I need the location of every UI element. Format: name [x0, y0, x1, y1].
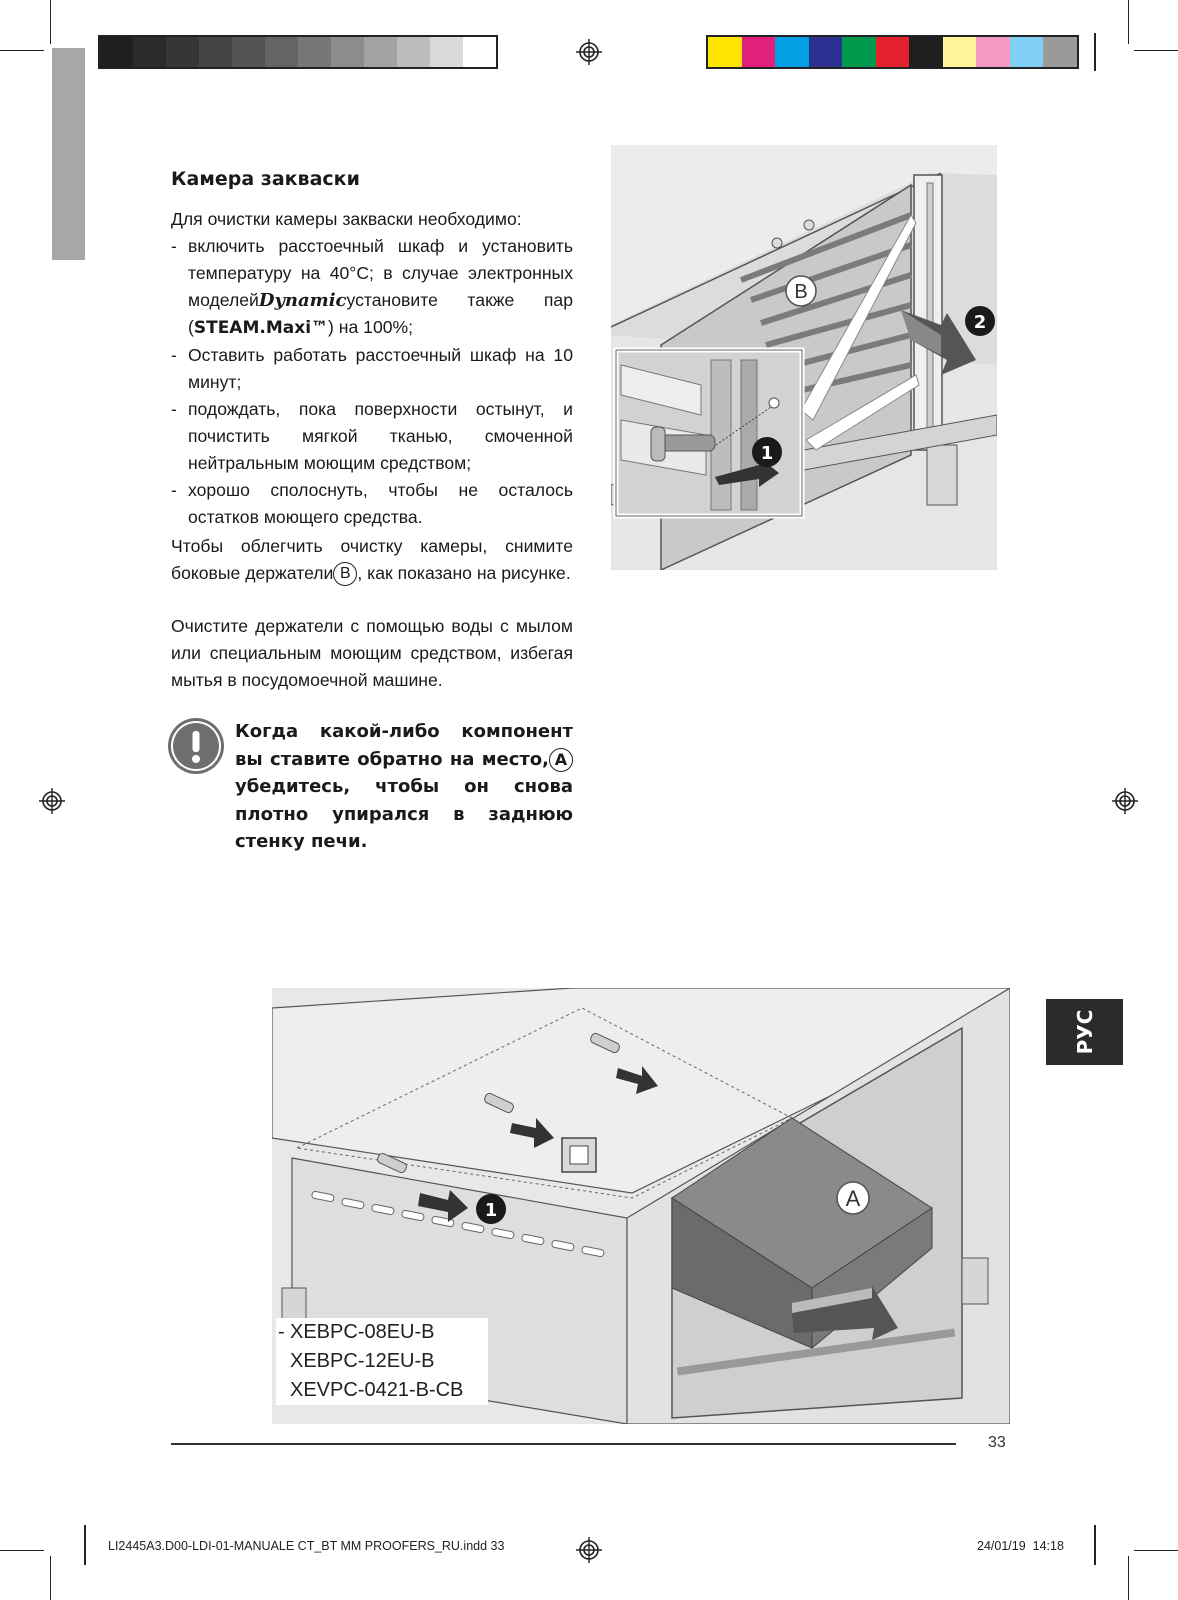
washing-paragraph: Очистите держатели с помощью воды с мылом или специальным моющим средством, избегая мытья в посудомоечной машине.: [171, 616, 573, 690]
list-item: - подождать, пока поверхности остынут, и почистить мягкой тканью, смоченной нейтральным моющим средством;: [171, 396, 573, 477]
registration-mark-icon: [39, 788, 65, 814]
crop-mark: [1094, 33, 1096, 71]
gray-swatch: [331, 37, 364, 67]
list-item: [171, 233, 573, 342]
gray-swatch: [265, 37, 298, 67]
intro-text: Для очистки камеры закваски необходимо:: [171, 209, 522, 229]
figure-label-b: B: [794, 281, 808, 303]
paragraph-text: Чтобы облегчить очистку камеры, снимите боковые держатели: [171, 536, 573, 583]
callout-a-mark: A: [549, 748, 573, 772]
gray-swatch: [100, 37, 133, 67]
crop-mark: [1128, 1556, 1129, 1600]
list-item: - хорошо сполоснуть, чтобы не осталось остатков моющего средства.: [171, 477, 573, 531]
color-swatch: [842, 37, 876, 67]
gray-swatch: [232, 37, 265, 67]
crop-mark: [1134, 50, 1178, 51]
figure-step-1: 1: [484, 1200, 498, 1221]
file-slug: LI2445A3.D00-LDI-01-MANUALE CT_BT MM PROOFERS_RU.indd 33: [108, 1539, 505, 1553]
model-code: XEBPC-08EU-B: [290, 1321, 435, 1343]
figure-step-1: 1: [760, 443, 774, 464]
language-tab-label: РУС: [1072, 1009, 1097, 1055]
gray-swatch: [199, 37, 232, 67]
color-swatch: [809, 37, 843, 67]
gray-swatch: [463, 37, 496, 67]
brand-name: Dynamic: [258, 290, 347, 311]
registration-mark-icon: [576, 1537, 602, 1563]
color-swatch: [943, 37, 977, 67]
registration-mark-icon: [576, 39, 602, 65]
color-swatch: [708, 37, 742, 67]
crop-mark: [50, 1556, 51, 1600]
crop-mark: [1128, 0, 1129, 44]
model-list: [276, 1318, 488, 1405]
model-list-dash: -: [278, 1321, 285, 1343]
gray-swatch: [430, 37, 463, 67]
page-number: 33: [988, 1434, 1006, 1451]
slug-time: 14:18: [1032, 1539, 1064, 1553]
gray-swatch: [166, 37, 199, 67]
color-swatch: [909, 37, 943, 67]
instruction-list: [171, 233, 573, 531]
crop-mark: [50, 0, 51, 44]
figure-label-a: A: [845, 1186, 861, 1211]
chamber-holders-illustration: [611, 145, 997, 570]
gray-swatch: [298, 37, 331, 67]
list-item-text: включить расстоечный шкаф и установить температуру на 40°C; в случае электронных моделей: [188, 236, 573, 310]
list-item-text: установите также пар (: [188, 290, 573, 337]
holders-paragraph: [171, 533, 573, 587]
gray-swatch: [364, 37, 397, 67]
side-thumb-strip: [52, 48, 85, 260]
color-swatch: [976, 37, 1010, 67]
steam-mode-name: STEAM.Maxi™: [193, 318, 329, 338]
slug-date: 24/01/19: [977, 1539, 1026, 1553]
crop-mark: [0, 50, 44, 51]
model-code: XEVPC-0421-B-CB: [290, 1379, 464, 1401]
paragraph-text: , как показано на рисунке.: [357, 563, 571, 583]
model-code: XEBPC-12EU-B: [290, 1350, 435, 1372]
section-title: Камера закваски: [171, 168, 360, 190]
language-tab: [1046, 999, 1123, 1065]
crop-mark: [1094, 1525, 1096, 1565]
warning-text-part: Когда какой-либо компонент вы ставите обратно на место,: [235, 721, 573, 770]
crop-mark: [84, 1525, 86, 1565]
list-item-text: ) на 100%;: [328, 317, 414, 337]
warning-text-part: убедитесь, чтобы он снова плотно упирался в заднюю стенку печи.: [235, 776, 573, 852]
warning-text: [235, 718, 573, 856]
color-swatch: [742, 37, 776, 67]
process-color-bar: [706, 35, 1079, 69]
callout-b-mark: B: [333, 562, 357, 586]
gray-swatch: [133, 37, 166, 67]
grayscale-color-bar: [98, 35, 498, 69]
figure-step-2: 2: [973, 312, 987, 333]
color-swatch: [1043, 37, 1077, 67]
color-swatch: [775, 37, 809, 67]
color-swatch: [876, 37, 910, 67]
crop-mark: [0, 1550, 44, 1551]
date-slug: [977, 1539, 1064, 1553]
footer-rule: [171, 1443, 956, 1445]
registration-mark-icon: [1112, 788, 1138, 814]
gray-swatch: [397, 37, 430, 67]
color-swatch: [1010, 37, 1044, 67]
crop-mark: [1134, 1550, 1178, 1551]
list-item: - Оставить работать расстоечный шкаф на 10 минут;: [171, 342, 573, 396]
warning-icon: [171, 721, 221, 771]
